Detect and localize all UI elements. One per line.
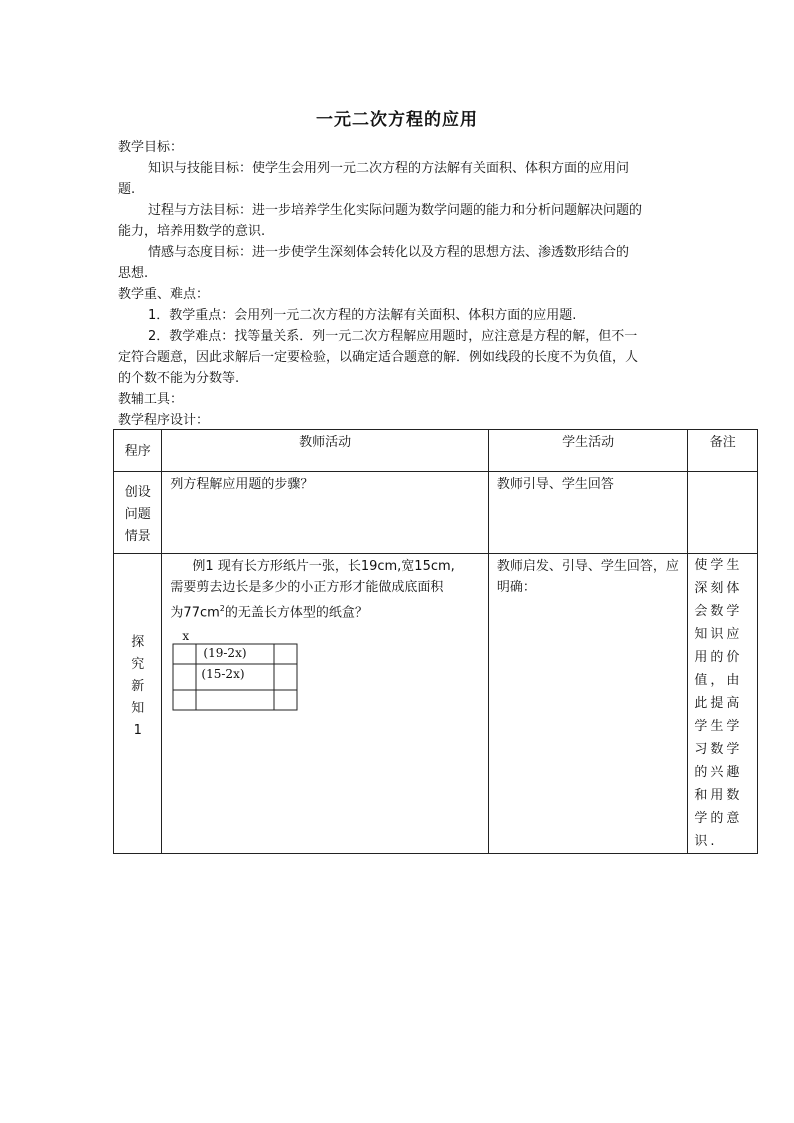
- example-line-1: 例1 现有长方形纸片一张，长19cm,宽15cm,: [192, 559, 455, 574]
- diagram-x-label: x: [182, 629, 190, 644]
- example-line-2: 需要剪去边长是多少的小正方形才能做成底面积: [170, 580, 444, 595]
- diagram-length-label: (19-2x): [203, 646, 247, 661]
- knowledge-goal-line-1: 知识与技能目标：使学生会用列一元二次方程的方法解有关面积、体积方面的应用问: [148, 161, 630, 176]
- tools-line: 教辅工具：: [118, 392, 184, 407]
- process-goal-line-2: 能力，培养用数学的意识.: [118, 224, 266, 239]
- row2-seq: [114, 554, 162, 854]
- difficulty-line-1: 2．教学难点：找等量关系．列一元二次方程解应用题时，应注意是方程的解，但不一: [148, 329, 638, 344]
- diagram-width-label: (15-2x): [201, 667, 245, 682]
- row2-student: 教师启发、引导、学生回答，应明确：: [488, 554, 688, 854]
- header-seq: 程序: [114, 430, 162, 472]
- row1-seq-text: 创设问题情景: [124, 485, 151, 544]
- row2-note: 使学生深刻体会数学知识应用的价值，由此提高学生学习数学的兴趣和用数学的意识.: [688, 554, 758, 854]
- table-row: [114, 554, 758, 854]
- example-line-3-b: 的无盖长方体型的纸盒？: [224, 605, 368, 621]
- example-line-3-sup: 2: [219, 604, 225, 613]
- row2-teacher: [162, 554, 488, 854]
- row2-seq-text: 探究新知1: [131, 635, 145, 738]
- knowledge-goal-line-2: 题.: [118, 182, 136, 197]
- header-student: 学生活动: [488, 430, 688, 472]
- lesson-table: [113, 429, 758, 854]
- difficulty-line-2: 定符合题意，因此求解后一定要检验，以确定适合题意的解．例如线段的长度不为负值，人: [118, 350, 639, 365]
- table-row: [114, 472, 758, 554]
- key-heading: 教学重、难点：: [118, 287, 210, 302]
- key-point-line: 1．教学重点：会用列一元二次方程的方法解有关面积、体积方面的应用题.: [148, 308, 577, 323]
- goals-heading: 教学目标：: [118, 140, 184, 155]
- page-title: 一元二次方程的应用: [316, 110, 478, 130]
- process-goal-line-1: 过程与方法目标：进一步培养学生化实际问题为数学问题的能力和分析问题解决问题的: [148, 203, 643, 218]
- header-note: 备注: [688, 430, 758, 472]
- design-line: 教学程序设计：: [118, 413, 210, 428]
- header-teacher: 教师活动: [162, 430, 488, 472]
- example-line-3: [170, 598, 481, 623]
- row1-teacher: 列方程解应用题的步骤？: [162, 472, 488, 554]
- table-header-row: [114, 430, 758, 472]
- row1-seq: [114, 472, 162, 554]
- paper-box-diagram: [170, 629, 310, 729]
- emotion-goal-line-1: 情感与态度目标：进一步使学生深刻体会转化以及方程的思想方法、渗透数形结合的: [148, 245, 630, 260]
- difficulty-line-3: 的个数不能为分数等.: [118, 371, 240, 386]
- example-line-3-a: 为77cm: [170, 605, 220, 621]
- row1-note: [688, 472, 758, 554]
- row1-student: 教师引导、学生回答: [488, 472, 688, 554]
- emotion-goal-line-2: 思想.: [118, 266, 149, 281]
